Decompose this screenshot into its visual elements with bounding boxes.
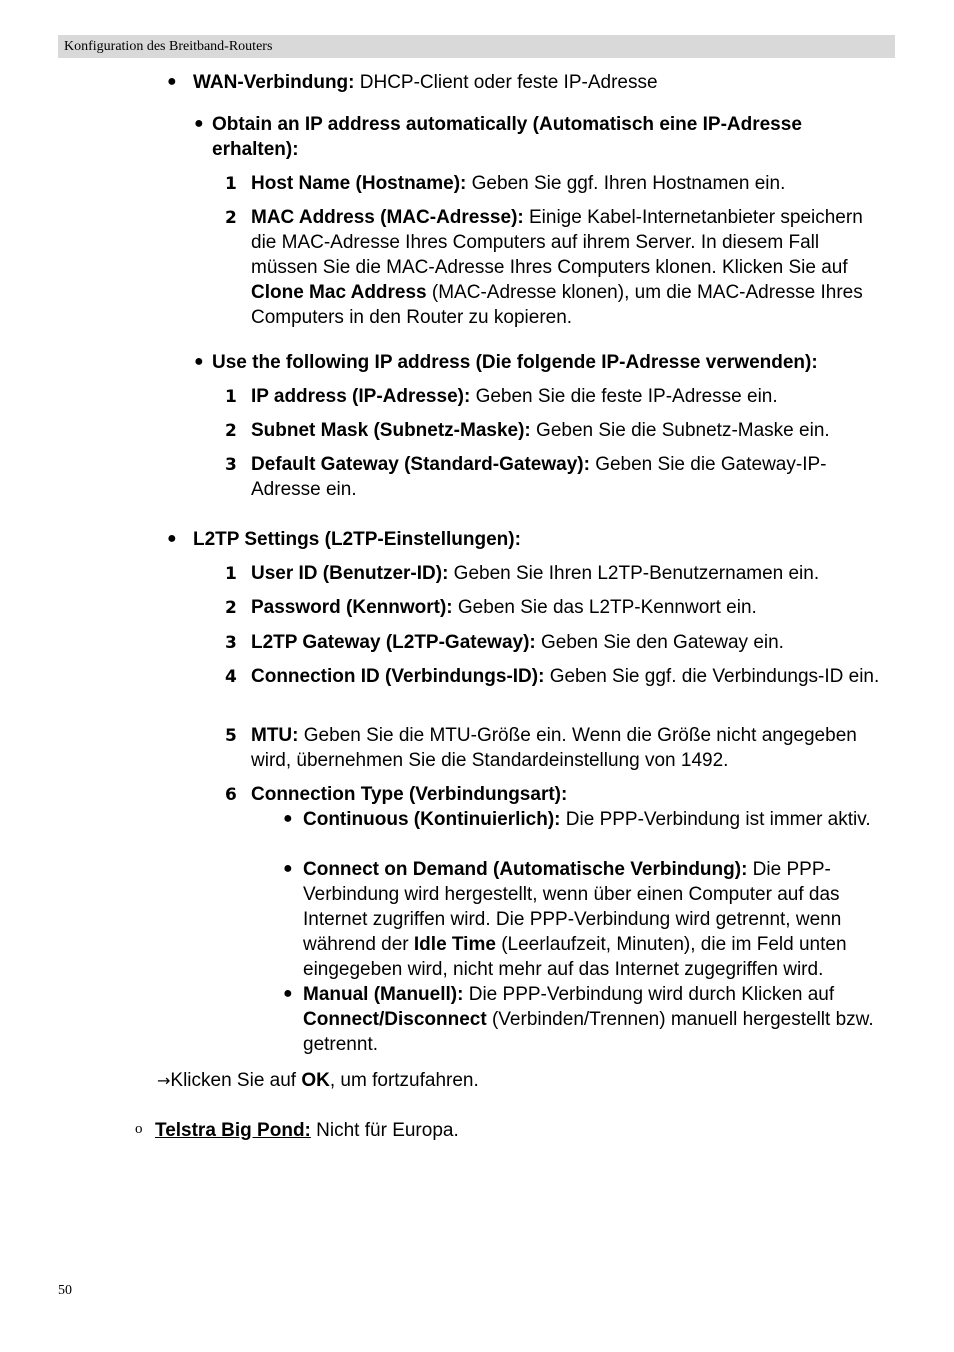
item-number: 1	[225, 387, 237, 407]
idle-time-term: Idle Time	[413, 934, 496, 955]
bullet: ●	[283, 810, 293, 827]
use-item-ip: IP address (IP-Adresse): Geben Sie die feste IP-Adresse ein.	[251, 386, 778, 407]
bullet: ●	[167, 73, 177, 90]
wan-label: WAN-Verbindung:	[193, 72, 355, 93]
l2tp-item-password: Password (Kennwort): Geben Sie das L2TP-Kennwort ein.	[251, 597, 757, 618]
item-number: 5	[225, 726, 237, 746]
clone-mac-address-term: Clone Mac Address	[251, 282, 427, 303]
telstra-line: Telstra Big Pond: Nicht für Europa.	[155, 1120, 459, 1141]
use-following-heading: Use the following IP address (Die folgende IP-Adresse verwenden):	[212, 352, 818, 373]
use-item-subnet: Subnet Mask (Subnetz-Maske): Geben Sie die Subnetz-Maske ein.	[251, 420, 830, 441]
item-number: 2	[225, 208, 237, 228]
l2tp-item-userid: User ID (Benutzer-ID): Geben Sie Ihren L2TP-Benutzernamen ein.	[251, 563, 820, 584]
item-number: 3	[225, 455, 237, 475]
page-number: 50	[58, 1283, 72, 1298]
obtain-item-hostname: Host Name (Hostname): Geben Sie ggf. Ihren Hostnamen ein.	[251, 173, 786, 194]
continue-instruction: →Klicken Sie auf OK, um fortzufahren.	[157, 1070, 479, 1091]
l2tp-item-mtu: MTU: Geben Sie die MTU-Größe ein. Wenn die Größe nicht angegeben wird, übernehmen Sie die Standardeinstellung von 1492.	[251, 725, 857, 771]
bullet: ●	[167, 530, 177, 547]
wan-text: DHCP-Client oder feste IP-Adresse	[354, 72, 658, 93]
conn-type-continuous: Continuous (Kontinuierlich): Die PPP-Verbindung ist immer aktiv.	[303, 809, 871, 830]
obtain-heading: Obtain an IP address automatically (Automatisch eine IP-Adresse erhalten):	[212, 114, 802, 160]
obtain-item-mac: MAC Address (MAC-Adresse): Einige Kabel-Internetanbieter speichern die MAC-Adresse Ihres Computers auf ihrem Server. In diesem Fall müssen Sie die MAC-Adresse Ihres Computers klonen. Klicken Sie auf Clone Mac Address (MAC-Adresse klonen), um die MAC-Adresse Ihres Computers in den Router zu kopieren.	[251, 207, 863, 328]
item-number: 1	[225, 174, 237, 194]
bullet: ●	[283, 860, 293, 877]
wan-line	[193, 70, 893, 95]
connect-disconnect-term: Connect/Disconnect	[303, 1009, 487, 1030]
conn-type-manual: Manual (Manuell): Die PPP-Verbindung wird durch Klicken auf Connect/Disconnect (Verbinden/Trennen) manuell hergestellt bzw. getrennt.	[303, 984, 874, 1055]
l2tp-item-gateway: L2TP Gateway (L2TP-Gateway): Geben Sie den Gateway ein.	[251, 632, 784, 653]
l2tp-item-connection-type: Connection Type (Verbindungsart):	[251, 784, 568, 805]
item-number: 1	[225, 564, 237, 584]
item-number: 6	[225, 785, 237, 805]
bullet: ●	[283, 985, 293, 1002]
item-number: 3	[225, 633, 237, 653]
item-number: 2	[225, 598, 237, 618]
bullet: ●	[194, 115, 204, 132]
l2tp-heading: L2TP Settings (L2TP-Einstellungen):	[193, 529, 521, 550]
use-item-gateway: Default Gateway (Standard-Gateway): Geben Sie die Gateway-IP-Adresse ein.	[251, 454, 827, 500]
telstra-label: Telstra Big Pond:	[155, 1120, 311, 1141]
arrow-icon: →	[157, 1071, 171, 1090]
item-number: 2	[225, 421, 237, 441]
ok-term: OK	[301, 1070, 330, 1091]
bullet: ●	[194, 353, 204, 370]
l2tp-item-connection-id: Connection ID (Verbindungs-ID): Geben Sie ggf. die Verbindungs-ID ein.	[251, 666, 880, 687]
conn-type-on-demand: Connect on Demand (Automatische Verbindung): Die PPP-Verbindung wird hergestellt, wenn über einen Computer auf das Internet zugriffen wird. Die PPP-Verbindung wird getrennt, wenn während der Idle Time (Leerlaufzeit, Minuten), die im Feld unten eingegeben wird, nicht mehr auf das Internet zugegriffen wird.	[303, 859, 847, 980]
list-marker-o: o	[135, 1121, 143, 1137]
item-number: 4	[225, 667, 237, 687]
running-header: Konfiguration des Breitband-Routers	[58, 35, 895, 58]
